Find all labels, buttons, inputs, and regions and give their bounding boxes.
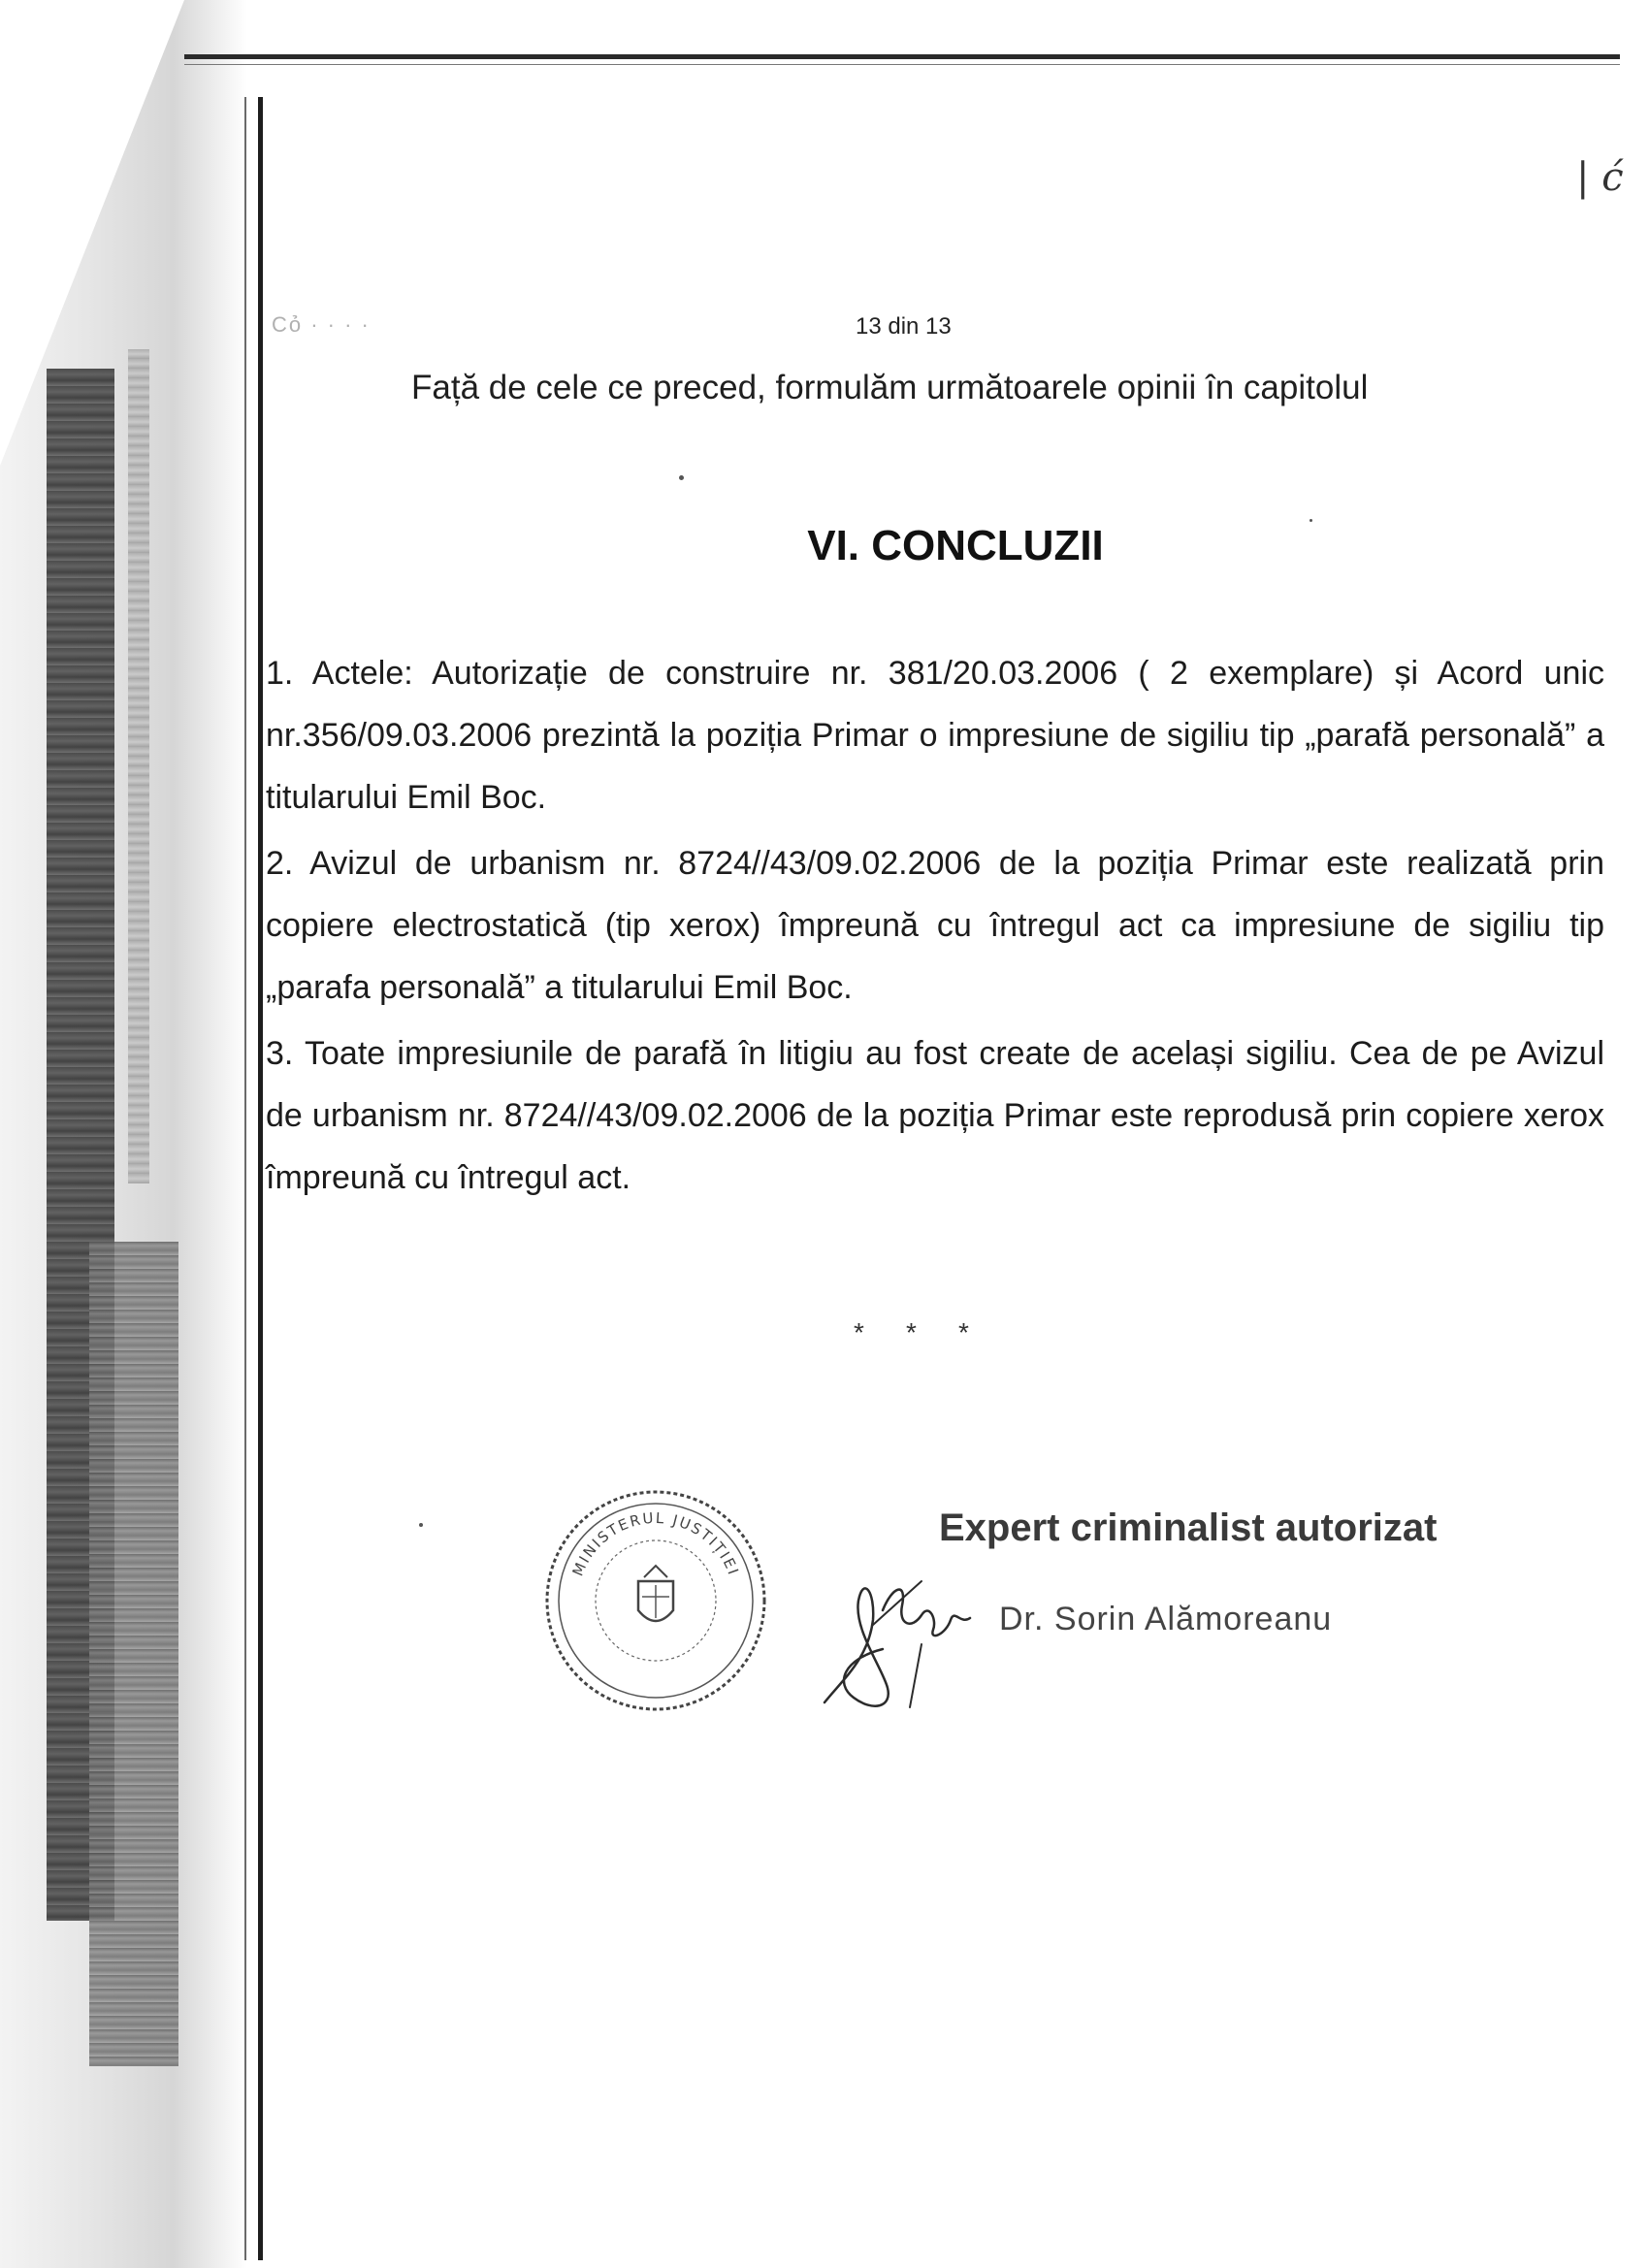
section-separator [854, 1317, 1011, 1348]
signature [815, 1552, 1009, 1717]
page-number: 13 din 13 [856, 313, 952, 340]
asterisk: * [854, 1317, 864, 1347]
conclusion-item: 2. Avizul de urbanism nr. 8724//43/09.02.2006 de la poziția Primar este realizată prin copiere electrostatică (tip xerox) împreună cu întregul act ca impresiune de sigiliu tip „parafa personală” a titularului Emil Boc. [266, 845, 1604, 1006]
faded-header: Cỏ · · · · [272, 312, 371, 337]
official-seal [539, 1484, 772, 1717]
intro-sentence: Față de cele ce preced, formulăm următoarele opinii în capitolul [411, 369, 1369, 406]
handwritten-page-mark: | ć [1576, 155, 1624, 200]
coat-of-arms-icon [638, 1566, 673, 1621]
asterisk: * [906, 1317, 917, 1347]
margin-line [244, 97, 246, 2260]
scan-artifact [128, 349, 149, 1183]
speck [679, 475, 684, 480]
expert-title: Expert criminalist autorizat [939, 1507, 1438, 1549]
seal-text: MINISTERUL JUSTIȚIEI [568, 1508, 743, 1579]
speck [419, 1523, 423, 1527]
section-title: VI. CONCLUZII [807, 522, 1104, 569]
svg-text:MINISTERUL JUSTIȚIEI [569, 1509, 743, 1579]
top-rule [184, 54, 1620, 59]
scan-artifact [89, 1242, 178, 2066]
margin-line [258, 97, 263, 2260]
conclusion-item: 3. Toate impresiunile de parafă în litigiu au fost create de același sigiliu. Cea de pe Avizul de urbanism nr. 8724//43/09.02.2006 de la poziția Primar este reprodusă prin copiere xerox împreună cu întregul act. [266, 1035, 1604, 1196]
conclusion-item: 1. Actele: Autorizație de construire nr. 381/20.03.2006 ( 2 exemplare) și Acord unic nr.356/09.03.2006 prezintă la poziția Primar o impresiune de sigiliu tip „parafă personală” a titularului Emil Boc. [266, 655, 1604, 816]
top-rule [184, 64, 1620, 65]
asterisk: * [958, 1317, 969, 1347]
conclusions-list [266, 642, 1604, 1213]
expert-name: Dr. Sorin Alămoreanu [999, 1601, 1333, 1637]
